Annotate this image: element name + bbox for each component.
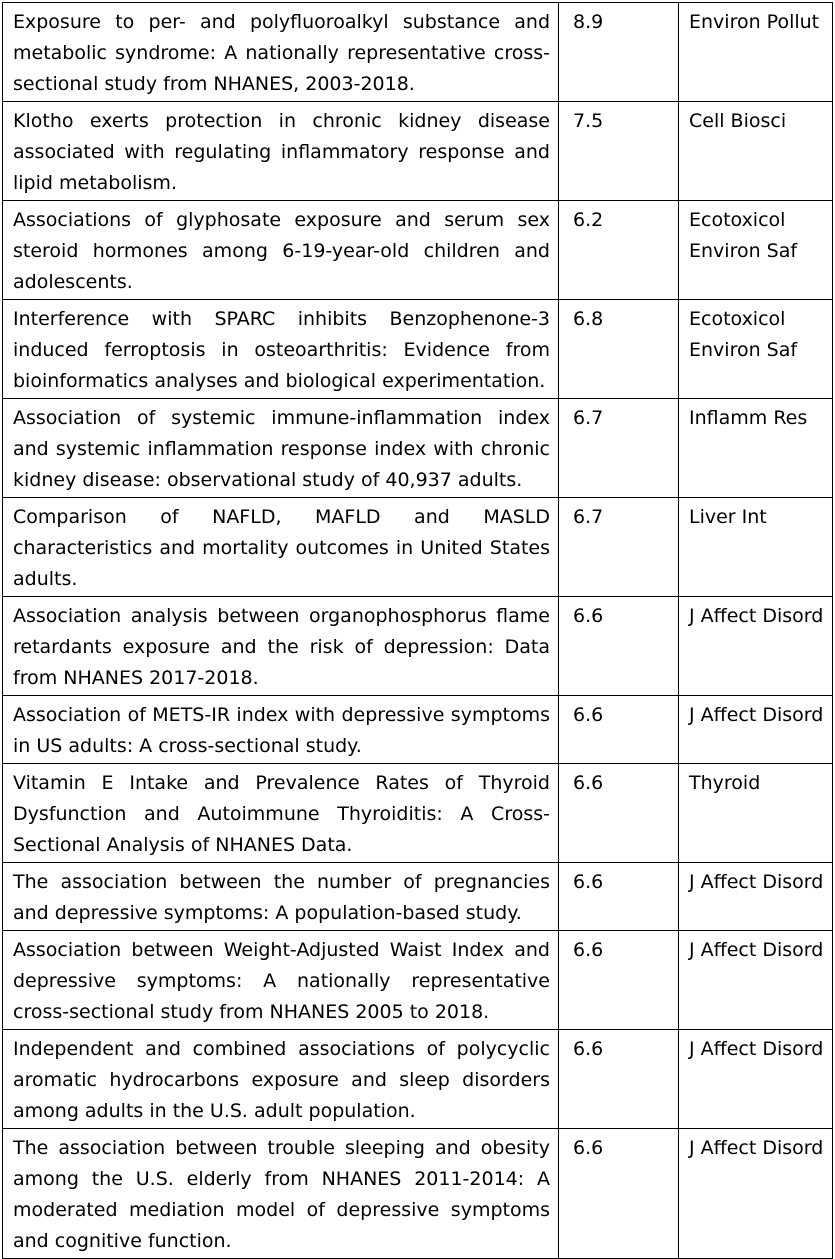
table-row bbox=[3, 498, 833, 597]
journal-cell: Inflamm Res bbox=[679, 399, 833, 498]
impact-factor-cell: 8.9 bbox=[559, 3, 679, 102]
journal-cell: J Affect Disord bbox=[679, 1030, 833, 1129]
journal-cell: Thyroid bbox=[679, 764, 833, 863]
journal-cell: Ecotoxicol Environ Saf bbox=[679, 201, 833, 300]
table-row bbox=[3, 863, 833, 931]
article-title-cell: Association of systemic immune-inflammation index and systemic inflammation response index with chronic kidney disease: observational study of 40,937 adults. bbox=[3, 399, 559, 498]
impact-factor-cell: 6.2 bbox=[559, 201, 679, 300]
article-title-cell: The association between trouble sleeping and obesity among the U.S. elderly from NHANES 2011-2014: A moderated mediation model of depressive symptoms and cognitive function. bbox=[3, 1129, 559, 1259]
journal-cell: J Affect Disord bbox=[679, 931, 833, 1030]
impact-factor-cell: 6.6 bbox=[559, 1030, 679, 1129]
journal-cell: J Affect Disord bbox=[679, 1129, 833, 1259]
impact-factor-cell: 6.6 bbox=[559, 764, 679, 863]
journal-cell: Ecotoxicol Environ Saf bbox=[679, 300, 833, 399]
article-title-cell: Klotho exerts protection in chronic kidney disease associated with regulating inflammatory response and lipid metabolism. bbox=[3, 102, 559, 201]
journal-cell: J Affect Disord bbox=[679, 696, 833, 764]
table-row bbox=[3, 399, 833, 498]
table-row bbox=[3, 696, 833, 764]
journal-cell: Environ Pollut bbox=[679, 3, 833, 102]
impact-factor-cell: 6.6 bbox=[559, 1129, 679, 1259]
table-row bbox=[3, 300, 833, 399]
impact-factor-cell: 6.8 bbox=[559, 300, 679, 399]
table-row bbox=[3, 1129, 833, 1259]
article-title-cell: Interference with SPARC inhibits Benzophenone-3 induced ferroptosis in osteoarthritis: Evidence from bioinformatics analyses and biological experimentation. bbox=[3, 300, 559, 399]
impact-factor-cell: 6.6 bbox=[559, 931, 679, 1030]
impact-factor-cell: 6.6 bbox=[559, 696, 679, 764]
journal-cell: J Affect Disord bbox=[679, 863, 833, 931]
impact-factor-cell: 6.6 bbox=[559, 597, 679, 696]
impact-factor-cell: 7.5 bbox=[559, 102, 679, 201]
journal-cell: Cell Biosci bbox=[679, 102, 833, 201]
table-row bbox=[3, 931, 833, 1030]
article-title-cell: Associations of glyphosate exposure and serum sex steroid hormones among 6-19-year-old children and adolescents. bbox=[3, 201, 559, 300]
impact-factor-cell: 6.6 bbox=[559, 863, 679, 931]
journal-cell: Liver Int bbox=[679, 498, 833, 597]
article-title-cell: Association between Weight-Adjusted Waist Index and depressive symptoms: A nationally representative cross-sectional study from NHANES 2005 to 2018. bbox=[3, 931, 559, 1030]
publications-table bbox=[2, 2, 833, 1259]
article-title-cell: Association of METS-IR index with depressive symptoms in US adults: A cross-sectional study. bbox=[3, 696, 559, 764]
article-title-cell: Exposure to per- and polyfluoroalkyl substance and metabolic syndrome: A nationally representative cross-sectional study from NHANES, 2003-2018. bbox=[3, 3, 559, 102]
article-title-cell: Vitamin E Intake and Prevalence Rates of Thyroid Dysfunction and Autoimmune Thyroiditis: A Cross-Sectional Analysis of NHANES Data. bbox=[3, 764, 559, 863]
table-row bbox=[3, 1030, 833, 1129]
article-title-cell: Comparison of NAFLD, MAFLD and MASLD characteristics and mortality outcomes in United States adults. bbox=[3, 498, 559, 597]
article-title-cell: Independent and combined associations of polycyclic aromatic hydrocarbons exposure and sleep disorders among adults in the U.S. adult population. bbox=[3, 1030, 559, 1129]
table-row bbox=[3, 597, 833, 696]
table-row bbox=[3, 201, 833, 300]
table-row bbox=[3, 764, 833, 863]
journal-cell: J Affect Disord bbox=[679, 597, 833, 696]
table-row bbox=[3, 102, 833, 201]
article-title-cell: Association analysis between organophosphorus flame retardants exposure and the risk of depression: Data from NHANES 2017-2018. bbox=[3, 597, 559, 696]
table-row bbox=[3, 3, 833, 102]
impact-factor-cell: 6.7 bbox=[559, 399, 679, 498]
impact-factor-cell: 6.7 bbox=[559, 498, 679, 597]
article-title-cell: The association between the number of pregnancies and depressive symptoms: A population-based study. bbox=[3, 863, 559, 931]
